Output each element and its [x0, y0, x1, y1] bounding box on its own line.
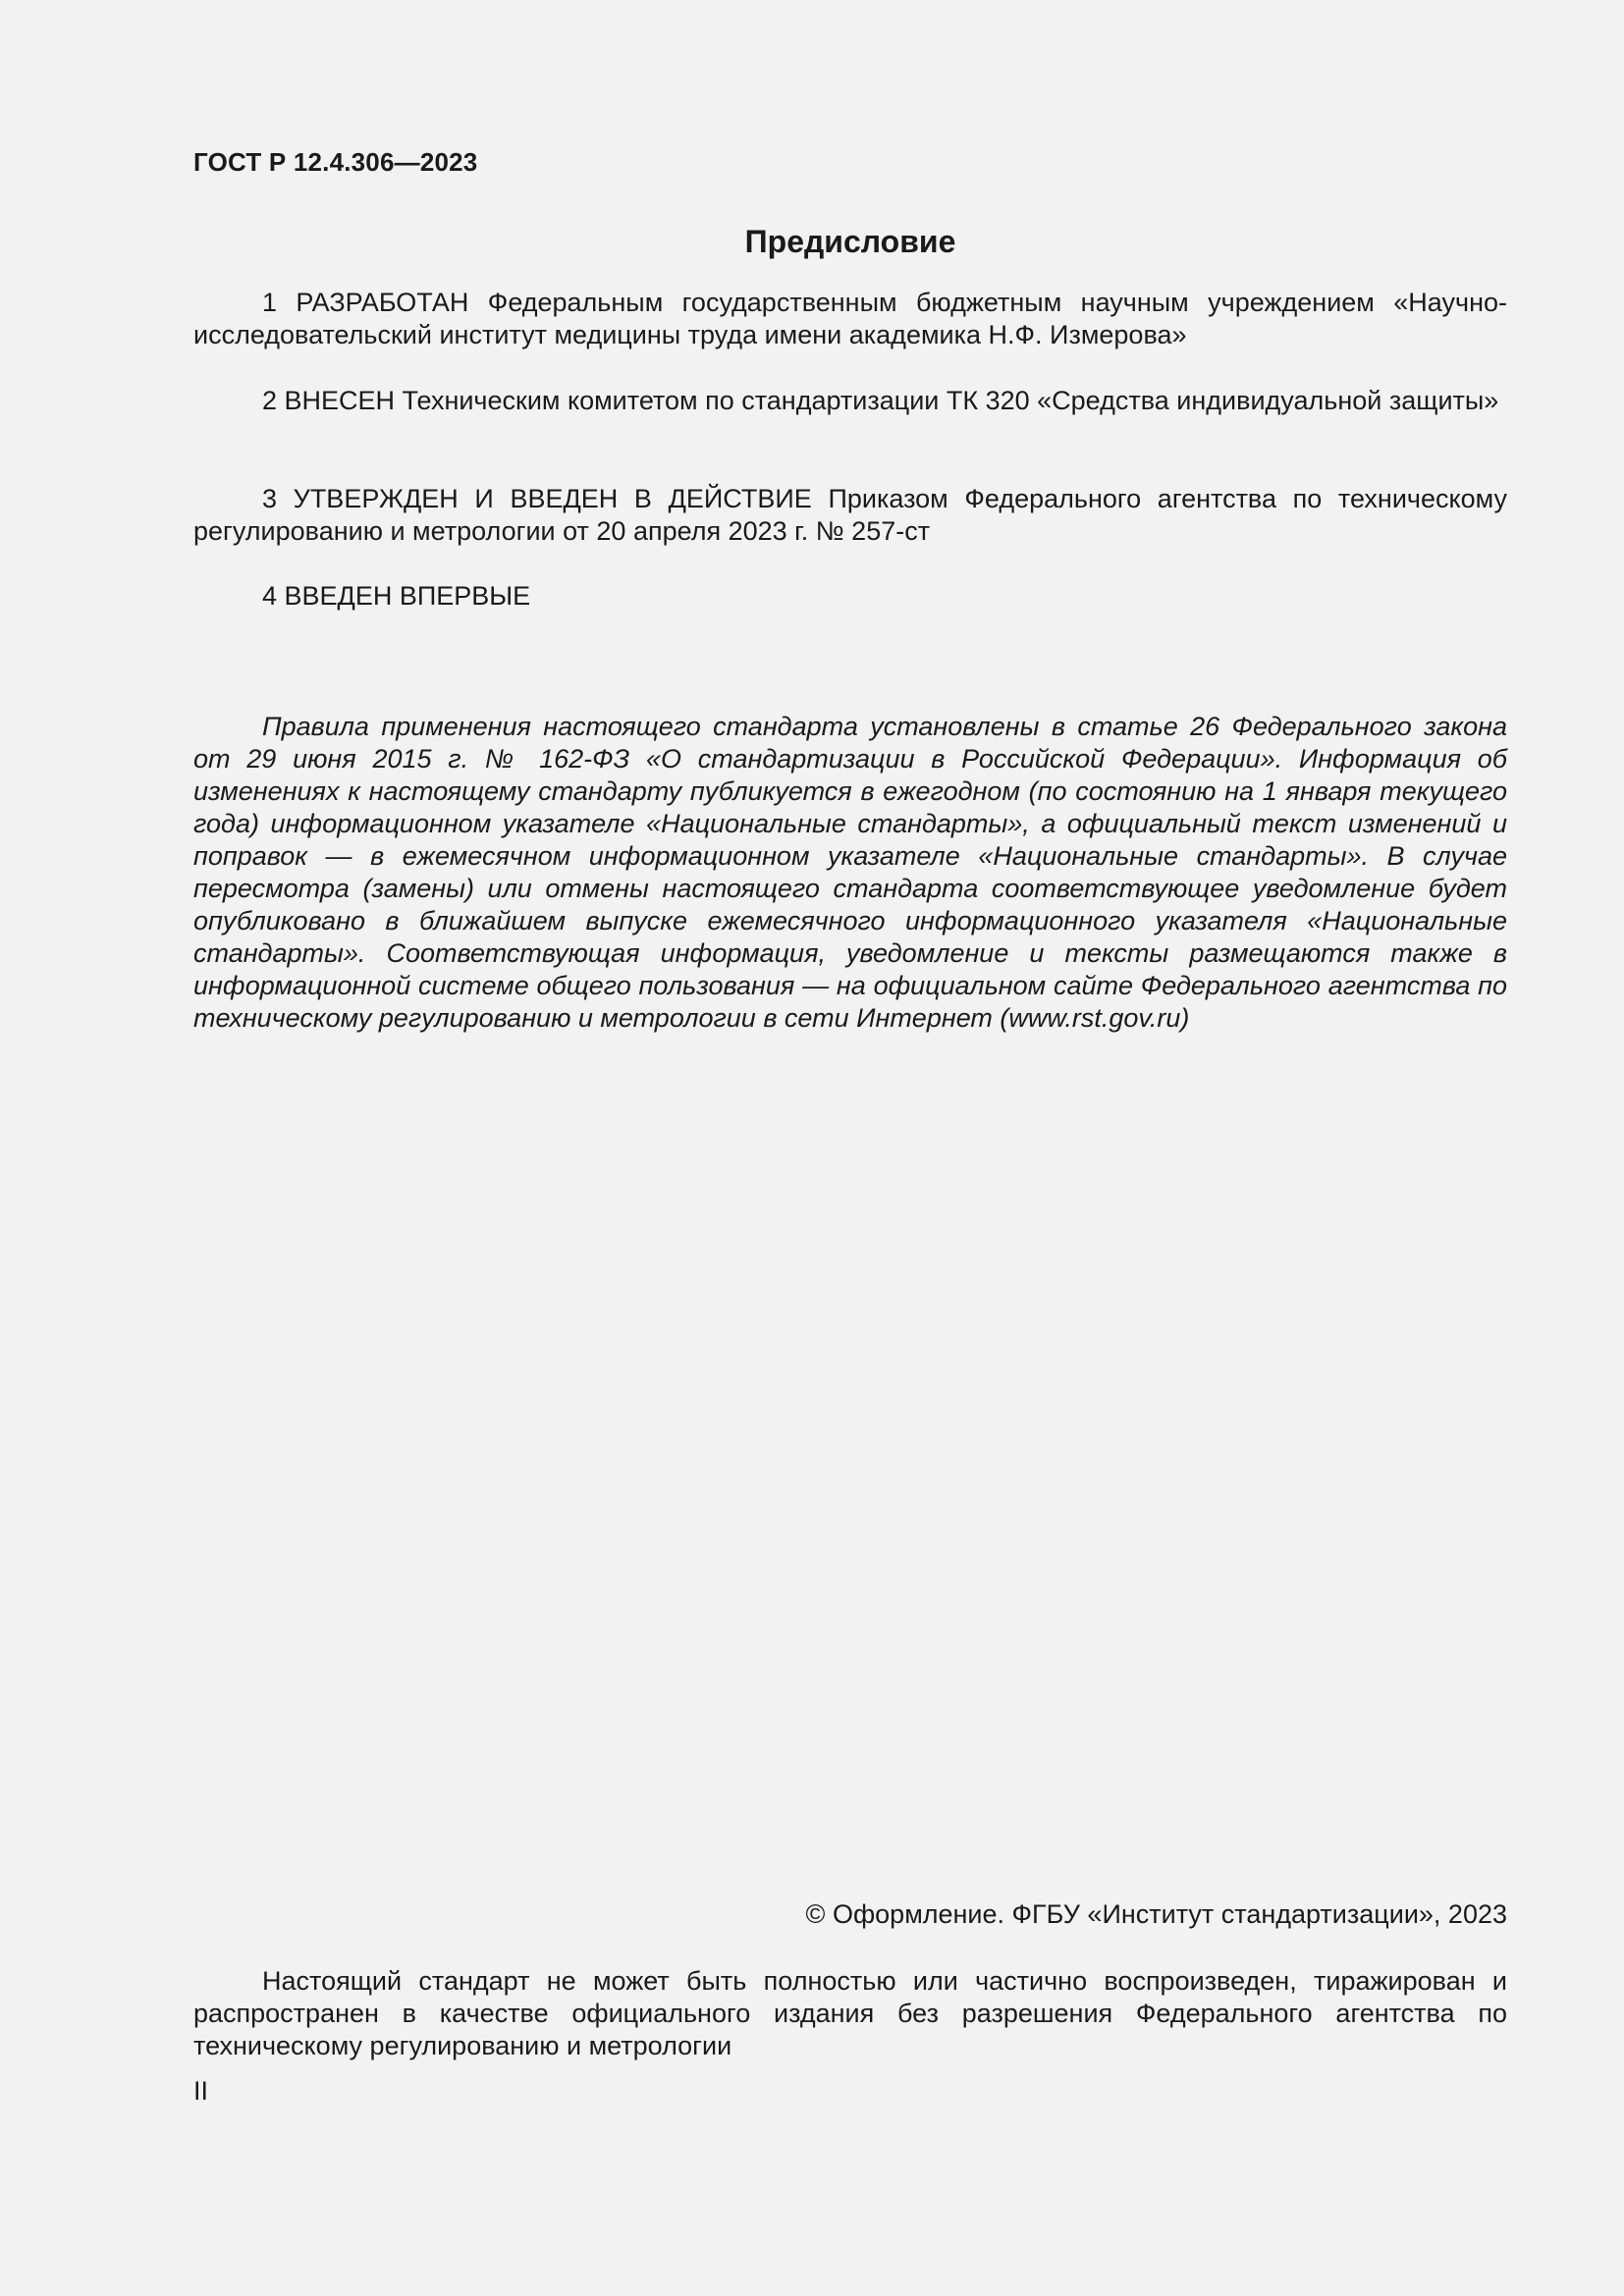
page-title: Предисловие	[744, 224, 956, 259]
reproduction-notice: Настоящий стандарт не может быть полностью или частично воспроизведен, тиражирован и распространен в качестве официального издания без разрешения Федерального агентства по техническому регулированию и метрологии	[193, 1966, 1507, 2060]
preface-item-developed: 1 РАЗРАБОТАН Федеральным государственным бюджетным научным учреждением «Научно-исследовательский институт медицины труда имени академика Н.Ф. Измерова»	[193, 288, 1507, 349]
copyright-line: © Оформление. ФГБУ «Институт стандартизации», 2023	[805, 1899, 1507, 1929]
document-code: ГОСТ Р 12.4.306—2023	[193, 147, 478, 177]
application-rules-text: Правила применения настоящего стандарта установлены в статье 26 Федерального закона от 29 июня 2015 г. № 162-ФЗ «О стандартизации в Российской Федерации». Информация об изменениях к настоящему стандарту публикуется в ежегодном (по состоянию на 1 января текущего года) информационном указателе «Национальные стандарты», а официальный текст изменений и поправок — в ежемесячном информационном указателе «Национальные стандарты». В случае пересмотра (замены) или отмены настоящего стандарта соответствующее уведомление будет опубликовано в ближайшем выпуске ежемесячного информационного указателя «Национальные стандарты». Соответствующая информация, уведомление и тексты размещаются также в информационной системе общего пользования — на официальном сайте Федерального агентства по техническому регулированию и метрологии в сети Интернет (www.rst.gov.ru)	[193, 712, 1507, 1033]
page-number: II	[193, 2076, 209, 2106]
preface-item-approved: 3 УТВЕРЖДЕН И ВВЕДЕН В ДЕЙСТВИЕ Приказом Федерального агентства по техническому регулированию и метрологии от 20 апреля 2023 г. № 257-ст	[193, 484, 1507, 546]
preface-item-submitted: 2 ВНЕСЕН Техническим комитетом по стандартизации ТК 320 «Средства индивидуальной защиты»	[262, 386, 1499, 415]
preface-item-introduced: 4 ВВЕДЕН ВПЕРВЫЕ	[262, 581, 531, 611]
